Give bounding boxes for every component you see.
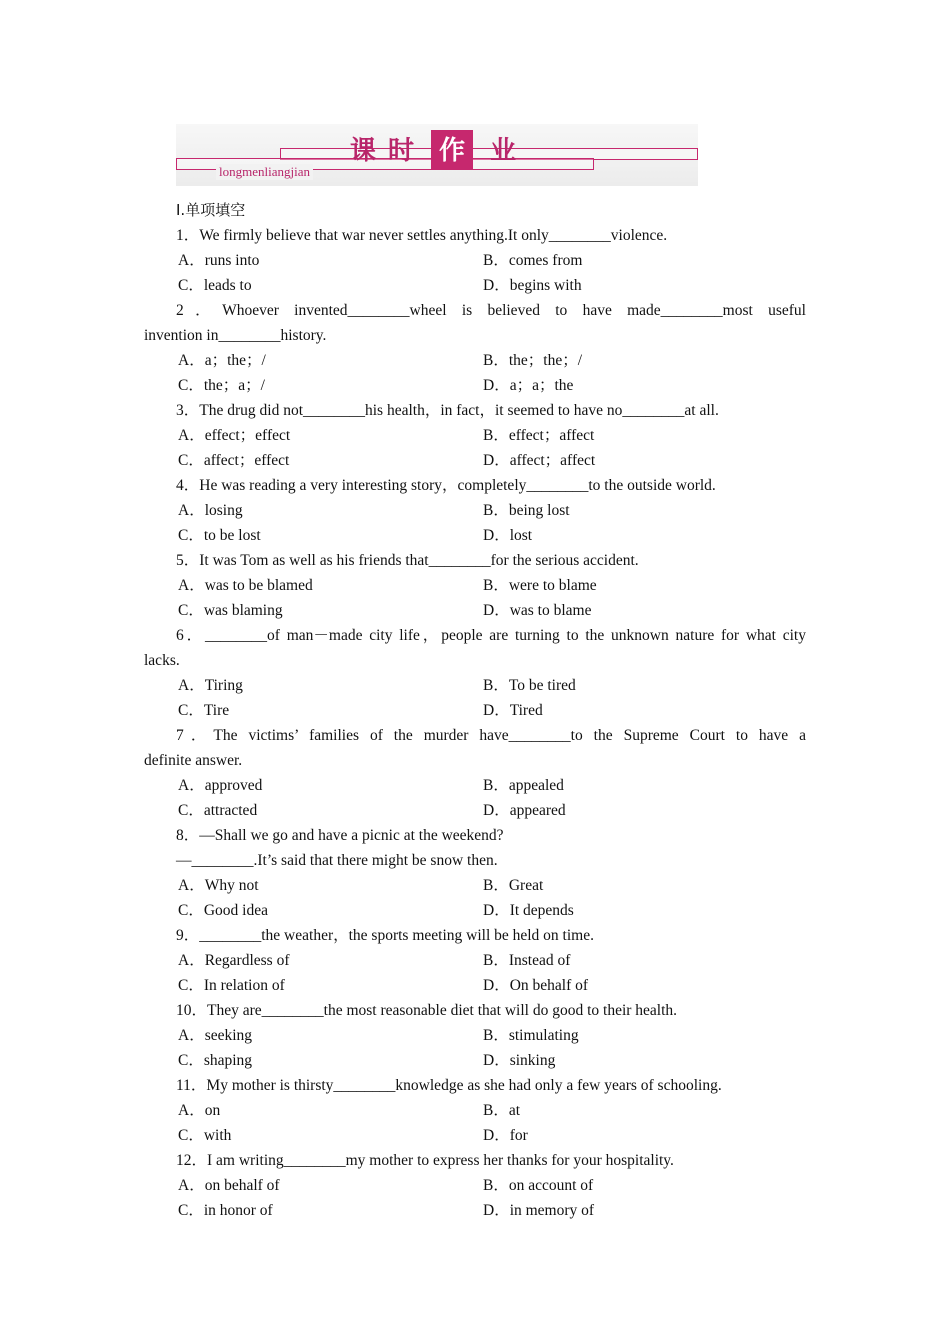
option-b: B．To be tired xyxy=(483,677,576,694)
option-c: C．to be lost xyxy=(178,527,261,544)
option-b: B．the；the；/ xyxy=(483,352,583,369)
banner-subtitle: longmenliangjian xyxy=(216,164,313,180)
option-d: D．begins with xyxy=(483,277,582,294)
option-c: C．the；a；/ xyxy=(178,377,265,394)
option-c: C．attracted xyxy=(178,802,258,819)
banner-title-char-1: 课 xyxy=(350,136,377,166)
question-text: 2．Whoever invented________wheel is believed to have made________most useful xyxy=(176,302,806,319)
option-a: A．losing xyxy=(178,502,243,519)
question-text: 3．The drug did not________his health，in fact，it seemed to have no________at all. xyxy=(176,402,719,419)
option-c: C．was blaming xyxy=(178,602,283,619)
option-c: C．with xyxy=(178,1127,232,1144)
option-d: D．sinking xyxy=(483,1052,556,1069)
question-text: 7．The victims’ families of the murder have________to the Supreme Court to have a xyxy=(176,727,806,744)
option-a: A．approved xyxy=(178,777,263,794)
option-b: B．on account of xyxy=(483,1177,594,1194)
banner-title-char-4: 业 xyxy=(490,136,517,166)
question-text: 4．He was reading a very interesting story，completely________to the outside world. xyxy=(176,477,716,494)
option-c: C．Tire xyxy=(178,702,230,719)
banner-title-char-3: 作 xyxy=(439,136,466,166)
option-a: A．a；the；/ xyxy=(178,352,266,369)
option-d: D．appeared xyxy=(483,802,566,819)
option-c: C．shaping xyxy=(178,1052,253,1069)
option-a: A．runs into xyxy=(178,252,260,269)
option-a: A．Tiring xyxy=(178,677,243,694)
option-a: A．was to be blamed xyxy=(178,577,313,594)
question-text: 8．—Shall we go and have a picnic at the weekend? xyxy=(176,827,504,844)
option-b: B．comes from xyxy=(483,252,583,269)
option-b: B．were to blame xyxy=(483,577,597,594)
worksheet-banner xyxy=(176,124,698,186)
option-a: A．on xyxy=(178,1102,221,1119)
option-d: D．On behalf of xyxy=(483,977,589,994)
option-b: B．stimulating xyxy=(483,1027,579,1044)
option-b: B．Great xyxy=(483,877,544,894)
option-a: A．effect；effect xyxy=(178,427,291,444)
section-title: Ⅰ.单项填空 xyxy=(176,201,246,219)
option-d: D．for xyxy=(483,1127,528,1144)
option-c: C．in honor of xyxy=(178,1202,273,1219)
option-b: B．effect；affect xyxy=(483,427,595,444)
option-b: B．appealed xyxy=(483,777,564,794)
question-text: 1．We firmly believe that war never settles anything.It only________violence. xyxy=(176,227,668,244)
question-text: 11．My mother is thirsty________knowledge as she had only a few years of schooling. xyxy=(176,1077,722,1094)
question-text-continued: lacks. xyxy=(144,652,180,669)
option-a: A．Why not xyxy=(178,877,259,894)
option-d: D．Tired xyxy=(483,702,543,719)
option-c: C．leads to xyxy=(178,277,252,294)
question-text: 5．It was Tom as well as his friends that________for the serious accident. xyxy=(176,552,639,569)
option-c: C．Good idea xyxy=(178,902,268,919)
option-d: D．lost xyxy=(483,527,533,544)
option-d: D．affect；affect xyxy=(483,452,596,469)
option-c: C．affect；effect xyxy=(178,452,290,469)
question-text-continued: —________.It’s said that there might be snow then. xyxy=(176,852,498,869)
option-a: A．on behalf of xyxy=(178,1177,280,1194)
option-a: A．Regardless of xyxy=(178,952,290,969)
question-text: 6．________of man－made city life，people are turning to the unknown nature for what city xyxy=(176,627,806,644)
question-text-continued: definite answer. xyxy=(144,752,243,769)
question-text: 10．They are________the most reasonable diet that will do good to their health. xyxy=(176,1002,678,1019)
question-text-continued: invention in________history. xyxy=(144,327,327,344)
option-d: D．a；a；the xyxy=(483,377,574,394)
question-text: 12．I am writing________my mother to express her thanks for your hospitality. xyxy=(176,1152,674,1169)
option-c: C．In relation of xyxy=(178,977,285,994)
question-text: 9．________the weather，the sports meeting will be held on time. xyxy=(176,927,594,944)
option-b: B．being lost xyxy=(483,502,570,519)
banner-title-char-2: 时 xyxy=(388,136,415,166)
option-b: B．at xyxy=(483,1102,521,1119)
option-d: D．It depends xyxy=(483,902,574,919)
option-d: D．was to blame xyxy=(483,602,592,619)
option-a: A．seeking xyxy=(178,1027,253,1044)
option-b: B．Instead of xyxy=(483,952,571,969)
option-d: D．in memory of xyxy=(483,1202,595,1219)
